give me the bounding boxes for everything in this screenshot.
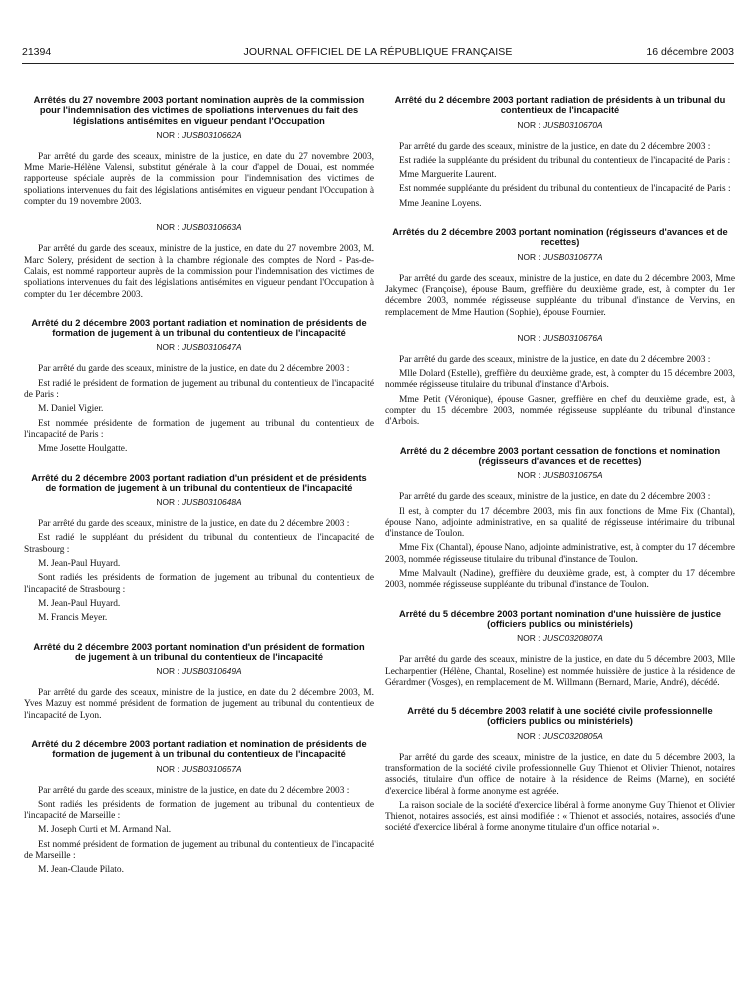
journal-title: JOURNAL OFFICIEL DE LA RÉPUBLIQUE FRANÇAISE: [243, 46, 513, 58]
decree-paragraph: Par arrêté du garde des sceaux, ministre de la justice, en date du 2 décembre 2003 :: [399, 354, 711, 365]
nor-reference: [24, 764, 374, 775]
decree-paragraph: Par arrêté du garde des sceaux, ministre de la justice, en date du 27 novembre 2003, M. Marc Solery, président de section à la chambre régionale des comptes de Nord - Pas-de-Calais, est nommé rapporteur auprès de la commission pour l'indemnisation des victimes de spoliations intervenues du fait des législations antisémites en vigueur pendant l'Occupation à compter du 1er décembre 2003.: [24, 244, 374, 300]
nor-code: JUSB0310677A: [542, 251, 603, 262]
page-number: 21394: [22, 46, 52, 58]
left-column: [24, 95, 374, 894]
decree-article: [385, 706, 735, 835]
decree-paragraph: Par arrêté du garde des sceaux, ministre de la justice, en date du 2 décembre 2003 :: [399, 141, 711, 152]
nor-reference: [24, 342, 374, 353]
decree-paragraph: M. Jean-Paul Huyard.: [38, 559, 121, 570]
decree-title: Arrêté du 2 décembre 2003 portant radiation d'un président et de présidents de formation de jugement à un tribunal du contentieux de l'incapacité: [31, 472, 367, 493]
nor-code: JUSC0320807A: [542, 633, 603, 644]
decree-paragraph: Est radié le président de formation de jugement au tribunal du contentieux de l'incapacité de Paris :: [24, 378, 374, 401]
nor-reference: [385, 252, 735, 263]
nor-code: JUSB0310670A: [542, 119, 603, 130]
nor-reference: [24, 222, 374, 233]
decree-paragraph: Mme Petit (Véronique), épouse Gasner, greffière en chef du deuxième grade, est, à compter du 15 décembre 2003, nommée régisseuse suppléante du tribunal d'instance d'Arbois.: [385, 394, 735, 428]
decree-article: [385, 227, 735, 429]
decree-paragraph: M. Jean-Claude Pilato.: [38, 865, 124, 876]
nor-reference: [385, 731, 735, 742]
nor-label: NOR :: [156, 497, 180, 508]
decree-article: [24, 95, 374, 301]
nor-label: NOR :: [517, 119, 541, 130]
nor-reference: [24, 666, 374, 677]
decree-paragraph: Mme Marguerite Laurent.: [399, 170, 497, 181]
decree-title: Arrêté du 2 décembre 2003 portant cessation de fonctions et nomination (régisseurs d'avances et de recettes): [399, 445, 721, 466]
nor-label: NOR :: [156, 129, 180, 140]
decree-title: Arrêté du 5 décembre 2003 relatif à une société civile professionnelle (officiers publics ou ministériels): [407, 706, 713, 727]
decree-title: Arrêtés du 2 décembre 2003 portant nomination (régisseurs d'avances et de recettes): [392, 227, 728, 248]
decree-paragraph: Par arrêté du garde des sceaux, ministre de la justice, en date du 2 décembre 2003 :: [38, 519, 350, 530]
decree-paragraph: Mme Fix (Chantal), épouse Nano, adjointe administrative, est, à compter du 17 décembre 2003, nommée régisseuse titulaire du tribunal d'instance de Toulon.: [385, 543, 735, 565]
nor-reference: [24, 130, 374, 141]
decree-paragraph: Sont radiés les présidents de formation de jugement au tribunal du contentieux de l'incapacité de Strasbourg :: [24, 573, 374, 595]
nor-code: JUSB0310647A: [181, 342, 242, 353]
header-rule: [22, 63, 734, 64]
decree-paragraph: Est radié le suppléant du président du tribunal du contentieux de l'incapacité de Strasbourg :: [24, 533, 374, 555]
nor-code: JUSB0310657A: [181, 763, 242, 774]
decree-paragraph: Mme Josette Houlgatte.: [38, 444, 128, 455]
decree-paragraph: Mme Jeanine Loyens.: [399, 198, 482, 209]
right-column: [385, 95, 735, 852]
decree-article: [24, 642, 374, 722]
decree-title: Arrêté du 2 décembre 2003 portant radiation et nomination de présidents de formation de jugement à un tribunal du contentieux de l'incapacité: [31, 317, 367, 339]
decree-paragraph: Sont radiés les présidents de formation de jugement au tribunal du contentieux de l'incapacité de Marseille :: [24, 799, 374, 822]
decree-paragraph: Est nommée présidente de formation de jugement au tribunal du contentieux de l'incapacité de Paris :: [24, 418, 374, 440]
nor-code: JUSB0310676A: [542, 332, 603, 343]
decree-paragraph: Par arrêté du garde des sceaux, ministre de la justice, en date du 2 décembre 2003, Mme Jakymec (Françoise), épouse Baum, greffière du deuxième grade, est, à compter du 1er décembre 2003, nommée régisseuse suppléante du tribunal d'instance de Vervins, en remplacement de Mme Haution (Sophie), épouse Fournier.: [385, 273, 735, 318]
decree-paragraph: Par arrêté du garde des sceaux, ministre de la justice, en date du 2 décembre 2003, M. Yves Mazuy est nommé président de formation de jugement au tribunal du contentieux de l'incapacité de Lyon.: [24, 688, 374, 721]
decree-paragraph: Par arrêté du garde des sceaux, ministre de la justice, en date du 5 décembre 2003, la transformation de la société civile professionnelle Guy Thienot et Olivier Thienot, notaires associés, titulaire d'un office de notaire à la résidence de Reims (Marne), en société d'exercice libéral à forme anonyme est agréée.: [385, 752, 735, 797]
nor-label: NOR :: [156, 666, 180, 677]
nor-label: NOR :: [517, 332, 541, 343]
nor-code: JUSB0310649A: [181, 666, 242, 677]
nor-reference: [24, 497, 374, 508]
nor-label: NOR :: [156, 342, 180, 353]
decree-paragraph: M. Joseph Curti et M. Armand Nal.: [38, 825, 172, 836]
decree-paragraph: Mme Malvault (Nadine), greffière du deuxième grade, est, à compter du 17 décembre 2003, nommée régisseuse suppléante du tribunal d'instance de Toulon.: [385, 569, 735, 591]
nor-label: NOR :: [517, 470, 541, 481]
decree-article: [24, 473, 374, 625]
nor-reference: [385, 633, 735, 644]
nor-code: JUSC0320805A: [542, 730, 603, 741]
decree-paragraph: Est nommé président de formation de jugement au tribunal du contentieux de l'incapacité de Marseille :: [24, 839, 374, 862]
nor-reference: [385, 120, 735, 131]
decree-paragraph: Il est, à compter du 17 décembre 2003, mis fin aux fonctions de Mme Fix (Chantal), épouse Nano, adjointe administrative, en sa qualité de régisseuse intérimaire du tribunal d'instance de Toulon.: [385, 506, 735, 540]
decree-paragraph: M. Daniel Vigier.: [38, 404, 104, 415]
nor-label: NOR :: [517, 251, 541, 262]
decree-paragraph: M. Francis Meyer.: [38, 613, 108, 624]
decree-article: [385, 446, 735, 592]
nor-label: NOR :: [156, 763, 180, 774]
decree-paragraph: M. Jean-Paul Huyard.: [38, 598, 121, 609]
decree-title: Arrêté du 2 décembre 2003 portant nomination d'un président de formation de jugement à un tribunal du contentieux de l'incapacité: [33, 641, 365, 662]
nor-code: JUSB0310675A: [542, 470, 603, 481]
nor-code: JUSB0310662A: [181, 129, 242, 140]
decree-title: Arrêtés du 27 novembre 2003 portant nomination auprès de la commission pour l'indemnisation des victimes de spoliations intervenues du fait des législations antisémites en vigueur pendant l'Occupation: [33, 95, 365, 126]
decree-title: Arrêté du 2 décembre 2003 portant radiation de présidents à un tribunal du contentieux de l'incapacité: [394, 95, 726, 116]
decree-paragraph: La raison sociale de la société d'exercice libéral à forme anonyme Guy Thienot et Olivier Thienot, notaires associés, est ainsi modifiée : « Thienot et associés, notaires, associés d'une société d'exercice libéral à forme anonyme titulaire d'un office notarial ».: [385, 800, 735, 834]
nor-label: NOR :: [517, 730, 541, 741]
publication-date: 16 décembre 2003: [646, 46, 734, 58]
decree-article: [24, 739, 374, 877]
decree-paragraph: Par arrêté du garde des sceaux, ministre de la justice, en date du 27 novembre 2003, Mme Marie-Hélène Valensi, substitut générale à la cour d'appel de Douai, est nommée rapporteuse spéciale auprès de la commission pour l'indemnisation des victimes de spoliations intervenues du fait des législations antisémites en vigueur pendant l'Occupation à compter du 19 novembre 2003.: [24, 151, 374, 208]
decree-article: [385, 95, 735, 210]
decree-paragraph: Par arrêté du garde des sceaux, ministre de la justice, en date du 2 décembre 2003 :: [38, 785, 350, 796]
page-header: [22, 46, 734, 60]
decree-article: [385, 609, 735, 689]
nor-label: NOR :: [517, 633, 541, 644]
decree-paragraph: Par arrêté du garde des sceaux, ministre de la justice, en date du 2 décembre 2003 :: [38, 364, 350, 375]
nor-label: NOR :: [156, 222, 180, 233]
decree-article: [24, 318, 374, 456]
decree-paragraph: Mlle Dolard (Estelle), greffière du deuxième grade, est, à compter du 15 décembre 2003, nommée régisseuse titulaire du tribunal d'instance d'Arbois.: [385, 369, 735, 391]
decree-paragraph: Est nommée suppléante du président du tribunal du contentieux de l'incapacité de Paris :: [399, 184, 731, 195]
nor-reference: [385, 470, 735, 481]
decree-paragraph: Par arrêté du garde des sceaux, ministre de la justice, en date du 5 décembre 2003, Mlle Lecharpentier (Hélène, Chantal, Roseline) est nommée huissière de justice à la résidence de Gérardmer (Vosges), en remplacement de M. Willmann (Bernard, Marie, André), décédé.: [385, 655, 735, 688]
decree-title: Arrêté du 2 décembre 2003 portant radiation et nomination de présidents de formation de jugement à un tribunal du contentieux de l'incapacité: [31, 738, 367, 760]
decree-title: Arrêté du 5 décembre 2003 portant nomination d'une huissière de justice (officiers publics ou ministériels): [398, 608, 721, 629]
nor-reference: [385, 333, 735, 344]
decree-paragraph: Est radiée la suppléante du président du tribunal du contentieux de l'incapacité de Paris :: [399, 155, 731, 166]
nor-code: JUSB0310663A: [181, 222, 242, 233]
decree-paragraph: Par arrêté du garde des sceaux, ministre de la justice, en date du 2 décembre 2003 :: [399, 492, 711, 503]
nor-code: JUSB0310648A: [181, 497, 242, 508]
